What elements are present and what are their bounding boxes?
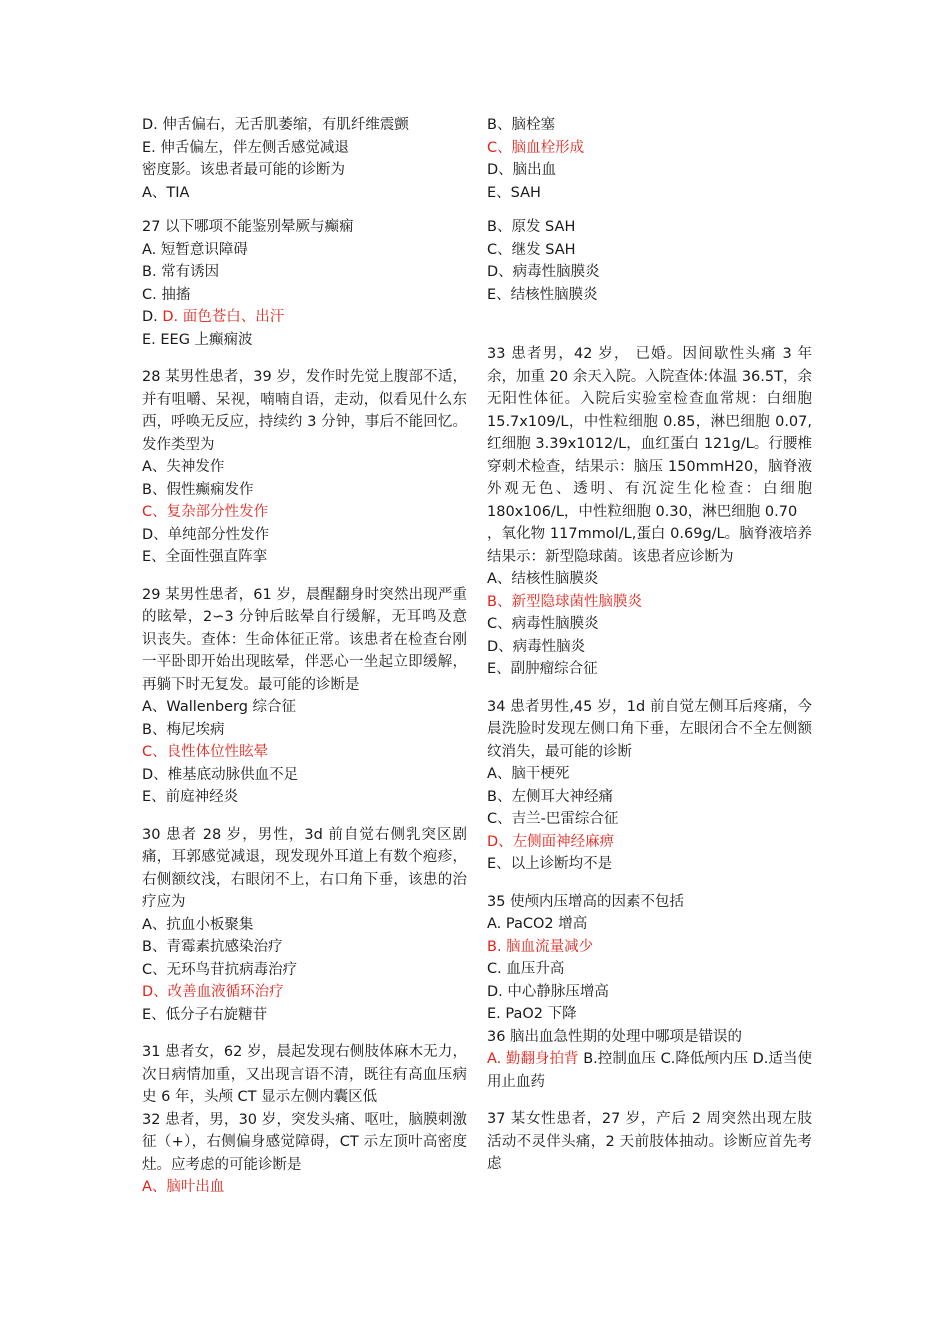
question-33: 33 患者男，42 岁， 已婚。因间歇性头痛 3 年余，加重 20 余天入院。入院查体:体温 36.5T，余无阳性体征。入院后实验室检查血常规：白细胞 15.7x109/L，中性粒细胞 0.85，淋巴细胞 0.07, 红细胞 3.39x1012/L，血红蛋白 121g/L。行腰椎穿刺术检查，结果示：脑压 150mmH20，脑脊液外观无色、透明、有沉淀生化检查：白细胞 180x106/L，中性粒细胞 0.30，淋巴细胞 0.70	[487, 346, 812, 520]
correct-answer: D、改善血液循环治疗	[142, 984, 284, 1000]
correct-answer: A、脑叶出血	[142, 1179, 225, 1195]
correct-answer: B、新型隐球菌性脑膜炎	[487, 593, 642, 610]
correct-answer: C、复杂部分性发作	[142, 504, 269, 520]
correct-answer: C、良性体位性眩晕	[142, 744, 269, 760]
option-line: E. EEG 上癫痫波	[142, 331, 253, 348]
right-column	[487, 114, 812, 1176]
option-line: D、病毒性脑炎	[487, 638, 586, 655]
option-line: B、青霉素抗感染治疗	[142, 939, 283, 955]
option-line: E、全面性强直阵挛	[142, 549, 268, 565]
question-32: 32 患者，男，30 岁，突发头痛、呕吐，脑膜刺激征（+），右侧偏身感觉障碍，CT 示左顶叶高密度灶。应考虑的可能诊断是	[142, 1111, 467, 1173]
option-line: B、梅尼埃病	[142, 721, 225, 738]
question-31: 31 患者女，62 岁，晨起发现右侧肢体麻木无力，次日病情加重，又出现言语不清，既往有高血压病史 6 年，头颅 CT 显示左侧内囊区低	[142, 1044, 467, 1105]
text-line: 密度影。该患者最可能的诊断为	[142, 162, 345, 178]
option-line: B. 常有诱因	[142, 264, 220, 280]
correct-answer: D. 面色苍白、出汗	[162, 309, 285, 325]
option-line: B、原发 SAH	[487, 219, 576, 235]
option-line: C、无环鸟苷抗病毒治疗	[142, 961, 298, 978]
option-line: D、脑出血	[487, 162, 557, 178]
option-line: E、前庭神经炎	[142, 789, 239, 805]
option-line: A、结核性脑膜炎	[487, 571, 599, 587]
option-line: E、以上诊断均不是	[487, 856, 613, 872]
question-37: 37 某女性患者，27 岁，产后 2 周突然出现左肢活动不灵伴头痛，2 天前肢体抽动。诊断应首先考虑	[487, 1111, 812, 1172]
option-line: C. 血压升高	[487, 961, 565, 977]
correct-answer: A. 勤翻身拍背	[487, 1051, 579, 1067]
option-line: E、副肿瘤综合征	[487, 661, 598, 677]
option-line: B、假性癫痫发作	[142, 481, 254, 498]
option-line: E、SAH	[487, 184, 541, 201]
option-line: E、结核性脑膜炎	[487, 286, 598, 303]
option-line: C、吉兰-巴雷综合征	[487, 811, 619, 827]
question-30: 30 患者 28 岁，男性，3d 前自觉右侧乳突区剧痛，耳郭感觉减退，现发现外耳道上有数个疱疹，右侧额纹浅，右眼闭不上，右口角下垂，该患的治疗应为	[142, 826, 467, 910]
option-line: D、单纯部分性发作	[142, 526, 270, 543]
option-line: D. 伸舌偏右，无舌肌萎缩，有肌纤维震颤	[142, 117, 409, 133]
option-line: C. 抽搐	[142, 286, 191, 303]
other-options: B.控制血压 C.降低颅内压 D.适当使用止血药	[487, 1051, 812, 1090]
question-29: 29 某男性患者，61 岁，晨醒翻身时突然出现严重的眩晕，2∽3 分钟后眩晕自行缓解，无耳鸣及意识丧失。查体：生命体征正常。该患者在检查台刚一平卧即开始出现眩晕，伴恶心一坐起立即缓解，再躺下时无复发。最可能的诊断是	[142, 586, 467, 693]
question-27: 27 以下哪项不能鉴别晕厥与癫痫	[142, 219, 354, 235]
answer-prefix: D.	[142, 309, 163, 325]
left-column	[142, 114, 467, 1199]
option-line: B、左侧耳大神经痛	[487, 788, 613, 805]
option-line: A. PaCO2 增高	[487, 916, 588, 932]
option-line: D、椎基底动脉供血不足	[142, 766, 299, 783]
option-line: C、继发 SAH	[487, 241, 576, 258]
question-36: 36 脑出血急性期的处理中哪项是错误的	[487, 1028, 743, 1045]
question-34: 34 患者男性,45 岁，1d 前自觉左侧耳后疼痛，今晨洗脸时发现左侧口角下垂，左眼闭合不全左侧额纹消失，最可能的诊断	[487, 698, 812, 760]
option-line: E. 伸舌偏左，伴左侧舌感觉减退	[142, 139, 349, 156]
question-28: 28 某男性患者，39 岁，发作时先觉上腹部不适，并有咀嚼、呆视，喃喃自语，走动，似看见什么东西，呼唤无反应，持续约 3 分钟，事后不能回忆。发作类型为	[142, 369, 467, 453]
option-line: A、Wallenberg 综合征	[142, 699, 297, 715]
option-line: D. 中心静脉压增高	[487, 983, 609, 1000]
option-line: A、抗血小板聚集	[142, 916, 254, 933]
option-line	[487, 137, 812, 160]
correct-answer: C、脑血栓形成	[487, 139, 585, 156]
question-33-cont: ，氧化物 117mmol/L,蛋白 0.69g/L。脑脊液培养结果示：新型隐球菌。该患者应诊断为	[487, 526, 812, 565]
correct-answer: B. 脑血流量减少	[487, 938, 594, 955]
option-line: D、病毒性脑膜炎	[487, 264, 600, 280]
option-line: B、脑栓塞	[487, 117, 555, 133]
correct-answer: D、左侧面神经麻痹	[487, 833, 615, 850]
question-36-options	[487, 1048, 812, 1093]
question-35: 35 使颅内压增高的因素不包括	[487, 893, 685, 910]
option-line: A、TIA	[142, 184, 190, 201]
option-line: E. PaO2 下降	[487, 1006, 577, 1022]
option-line: A、脑干梗死	[487, 766, 570, 782]
option-line: C、病毒性脑膜炎	[487, 616, 599, 632]
option-line: A. 短暂意识障碍	[142, 241, 248, 258]
option-line: A、失神发作	[142, 459, 225, 475]
option-line: E、低分子右旋糖苷	[142, 1006, 268, 1023]
option-line	[142, 306, 467, 329]
